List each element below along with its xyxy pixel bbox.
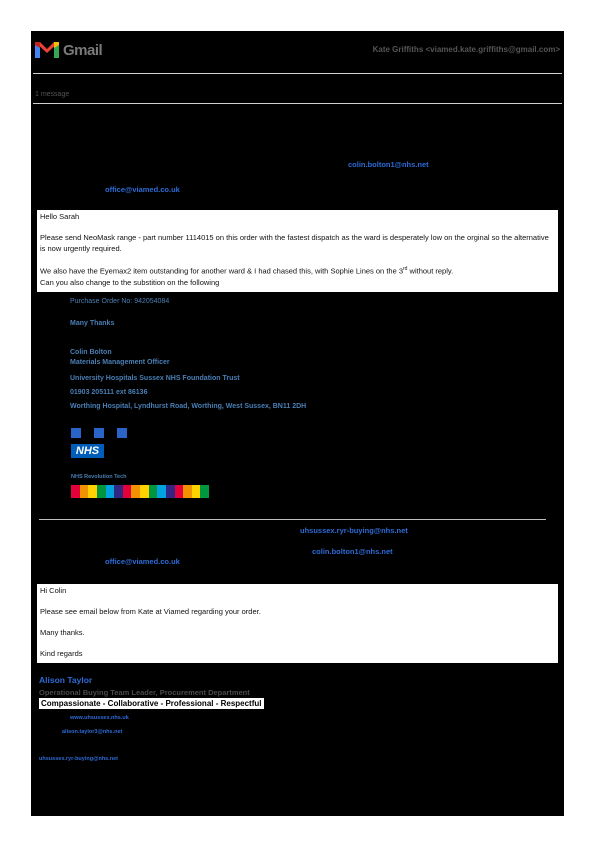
message-count: 1 message — [35, 91, 70, 98]
twitter-icon[interactable] — [71, 428, 81, 438]
rainbow-segment — [175, 485, 184, 498]
forward-cc-email-link[interactable]: office@viamed.co.uk — [105, 557, 180, 566]
signature-address: Worthing Hospital, Lyndhurst Road, Worthing, West Sussex, BN11 2DH — [70, 403, 307, 410]
greeting: Hello Sarah — [40, 212, 80, 221]
header-divider — [33, 73, 562, 74]
closing: Kind regards — [40, 649, 83, 658]
rainbow-segment — [200, 485, 209, 498]
nhs-logo: NHS — [71, 444, 104, 458]
cc-email-link[interactable]: office@viamed.co.uk — [105, 185, 180, 194]
forward-to-email-link[interactable]: colin.bolton1@nhs.net — [312, 547, 393, 556]
facebook-icon[interactable] — [94, 428, 104, 438]
paragraph-urgent-order: Please send NeoMask range - part number 1114015 on this order with the fastest dispatch as the ward is desperately low on the orginal so the alternative is now urgently required. — [40, 233, 549, 253]
greeting: Hi Colin — [40, 586, 67, 595]
many-thanks: Many Thanks — [70, 320, 115, 327]
rainbow-segment — [106, 485, 115, 498]
rainbow-segment — [88, 485, 97, 498]
gmail-wordmark: Gmail — [63, 42, 103, 59]
alison-role: Operational Buying Team Leader, Procurement Department — [39, 688, 250, 697]
message-divider — [33, 103, 562, 104]
signature-name: Colin Bolton — [70, 349, 112, 356]
signature-trust: University Hospitals Sussex NHS Foundation Trust — [70, 375, 240, 382]
rainbow-segment — [166, 485, 175, 498]
outstanding-item-tail: without reply. — [407, 266, 454, 276]
ordinal-suffix: rd — [403, 266, 408, 272]
rainbow-segment — [80, 485, 89, 498]
rainbow-segment — [97, 485, 106, 498]
alison-message-body — [37, 584, 558, 663]
to-email-link[interactable]: colin.bolton1@nhs.net — [348, 160, 429, 169]
rainbow-segment — [192, 485, 201, 498]
alison-name: Alison Taylor — [39, 675, 93, 685]
rainbow-segment — [140, 485, 149, 498]
outstanding-item-text: We also have the Eyemax2 item outstanding for another ward & I had chased this, with Sophie Lines on the 3 — [40, 266, 403, 276]
purchase-order-number: Purchase Order No: 942054084 — [70, 298, 170, 305]
rainbow-segment — [123, 485, 132, 498]
gmail-m-icon — [35, 40, 59, 58]
signature-phone: 01903 205111 ext 86136 — [70, 389, 148, 396]
rainbow-segment — [114, 485, 123, 498]
message-line: Please see email below from Kate at Viamed regarding your order. — [40, 607, 261, 616]
forward-divider — [39, 519, 546, 520]
printed-email-page — [31, 31, 564, 816]
rainbow-segment — [131, 485, 140, 498]
buying-team-email-link[interactable]: uhsussex.ryr-buying@nhs.net — [39, 756, 119, 762]
sender-line: Kate Griffiths <viamed.kate.griffiths@gmail.com> — [372, 45, 560, 54]
alison-email-link[interactable]: alison.taylor3@nhs.net — [62, 729, 123, 735]
rainbow-segment — [157, 485, 166, 498]
instagram-icon[interactable] — [117, 428, 127, 438]
rainbow-segment — [183, 485, 192, 498]
signature-role: Materials Management Officer — [70, 359, 170, 366]
website-link[interactable]: www.uhsussex.nhs.uk — [70, 715, 129, 721]
trust-values-banner: Compassionate - Collaborative - Professional - Respectful — [41, 699, 262, 708]
paragraph-substitution: Can you also change to the substition on the following — [40, 277, 220, 287]
forward-from-email-link[interactable]: uhsussex.ryr-buying@nhs.net — [300, 526, 408, 535]
rainbow-segment — [149, 485, 158, 498]
gmail-logo — [35, 40, 115, 62]
rainbow-segment — [71, 485, 80, 498]
paragraph-outstanding-item — [40, 264, 555, 277]
colin-message-body — [37, 210, 558, 292]
many-thanks: Many thanks. — [40, 628, 85, 637]
campaign-label: NHS Revolution Tech — [71, 474, 127, 480]
rainbow-banner — [71, 485, 209, 498]
